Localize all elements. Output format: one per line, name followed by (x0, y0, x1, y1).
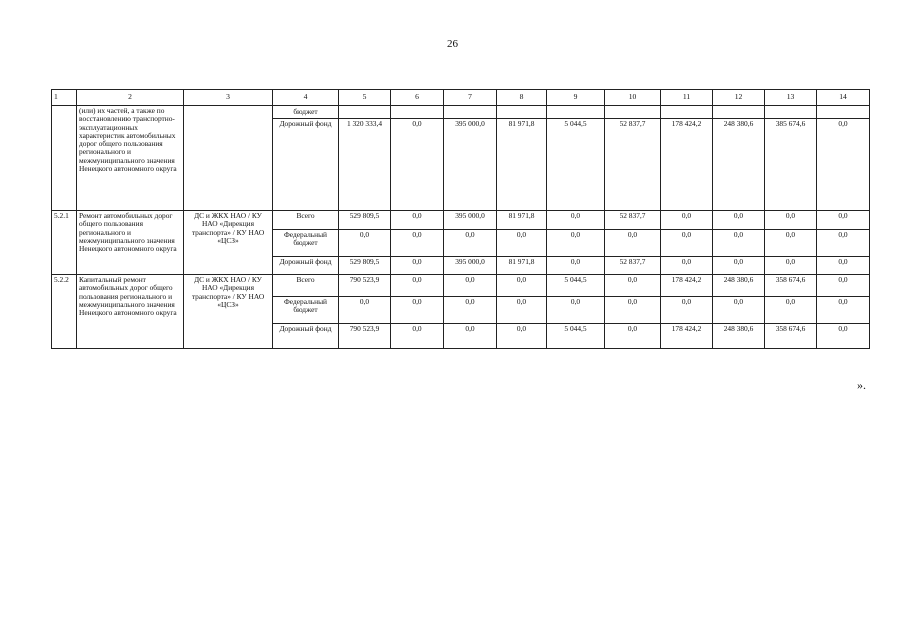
value-cell: 0,0 (497, 230, 547, 257)
value-cell: 0,0 (605, 297, 661, 324)
value-cell (817, 106, 870, 119)
value-cell (661, 106, 713, 119)
value-cell: 52 837,7 (605, 257, 661, 275)
value-cell: 0,0 (661, 211, 713, 230)
value-cell: 790 523,9 (339, 324, 391, 349)
value-cell: 5 044,5 (547, 275, 605, 297)
value-cell: 0,0 (817, 211, 870, 230)
column-header: 13 (765, 90, 817, 106)
value-cell: 0,0 (339, 297, 391, 324)
value-cell (547, 106, 605, 119)
value-cell: 0,0 (497, 275, 547, 297)
value-cell: 395 000,0 (444, 257, 497, 275)
value-cell: 178 424,2 (661, 119, 713, 211)
value-cell: 248 380,6 (713, 119, 765, 211)
value-cell (339, 106, 391, 119)
value-cell: 0,0 (547, 297, 605, 324)
value-cell: 0,0 (444, 230, 497, 257)
value-cell: 0,0 (765, 230, 817, 257)
column-header: 11 (661, 90, 713, 106)
budget-table (51, 89, 870, 349)
value-cell: 0,0 (391, 275, 444, 297)
funding-source: бюджет (273, 106, 339, 119)
value-cell: 0,0 (817, 257, 870, 275)
closing-quote-mark: ». (857, 378, 866, 392)
value-cell: 358 674,6 (765, 275, 817, 297)
value-cell: 248 380,6 (713, 324, 765, 349)
value-cell: 0,0 (605, 230, 661, 257)
value-cell: 81 971,8 (497, 211, 547, 230)
value-cell: 81 971,8 (497, 257, 547, 275)
table-row (52, 275, 870, 297)
value-cell: 52 837,7 (605, 119, 661, 211)
column-header: 3 (184, 90, 273, 106)
column-header: 1 (52, 90, 77, 106)
value-cell (497, 106, 547, 119)
funding-source: Федеральный бюджет (273, 297, 339, 324)
value-cell: 178 424,2 (661, 324, 713, 349)
value-cell: 0,0 (391, 297, 444, 324)
value-cell: 0,0 (391, 119, 444, 211)
funding-source: Всего (273, 211, 339, 230)
value-cell: 81 971,8 (497, 119, 547, 211)
value-cell (391, 106, 444, 119)
row-name: Ремонт автомобильных дорог общего пользования регионального и межмуниципального значения Ненецкого автономного округа (77, 211, 184, 275)
row-executor (184, 106, 273, 211)
table-row (52, 211, 870, 230)
column-header: 10 (605, 90, 661, 106)
value-cell: 52 837,7 (605, 211, 661, 230)
value-cell: 0,0 (391, 324, 444, 349)
row-name: (или) их частей, а также по восстановлению транспортно-эксплуатационных характеристик автомобильных дорог общего пользования регионального и межмуниципального значения Ненецкого автономного округа (77, 106, 184, 211)
value-cell: 0,0 (661, 257, 713, 275)
column-header: 5 (339, 90, 391, 106)
value-cell: 790 523,9 (339, 275, 391, 297)
row-code: 5.2.1 (52, 211, 77, 275)
value-cell: 0,0 (547, 230, 605, 257)
value-cell: 395 000,0 (444, 119, 497, 211)
column-header: 6 (391, 90, 444, 106)
value-cell: 0,0 (339, 230, 391, 257)
row-executor: ДС и ЖКХ НАО / КУ НАО «Дирекция транспорта» / КУ НАО «ЦСЗ» (184, 275, 273, 349)
value-cell: 0,0 (817, 275, 870, 297)
row-name: Капитальный ремонт автомобильных дорог общего пользования регионального и межмуниципального значения Ненецкого автономного округа (77, 275, 184, 349)
value-cell: 0,0 (444, 324, 497, 349)
value-cell: 385 674,6 (765, 119, 817, 211)
value-cell: 529 809,5 (339, 257, 391, 275)
value-cell: 0,0 (817, 230, 870, 257)
value-cell: 0,0 (391, 230, 444, 257)
value-cell (765, 106, 817, 119)
value-cell: 0,0 (817, 324, 870, 349)
value-cell: 5 044,5 (547, 324, 605, 349)
value-cell: 0,0 (817, 119, 870, 211)
value-cell: 0,0 (391, 211, 444, 230)
value-cell: 0,0 (391, 257, 444, 275)
row-code: 5.2.2 (52, 275, 77, 349)
value-cell: 248 380,6 (713, 275, 765, 297)
value-cell: 178 424,2 (661, 275, 713, 297)
value-cell: 0,0 (605, 275, 661, 297)
value-cell: 0,0 (713, 230, 765, 257)
row-code (52, 106, 77, 211)
value-cell: 0,0 (444, 275, 497, 297)
value-cell: 0,0 (547, 211, 605, 230)
value-cell (713, 106, 765, 119)
funding-source: Дорожный фонд (273, 257, 339, 275)
value-cell: 0,0 (713, 257, 765, 275)
value-cell: 0,0 (497, 324, 547, 349)
column-header: 12 (713, 90, 765, 106)
funding-source: Дорожный фонд (273, 119, 339, 211)
value-cell: 0,0 (605, 324, 661, 349)
value-cell: 0,0 (661, 297, 713, 324)
value-cell: 0,0 (547, 257, 605, 275)
row-executor: ДС и ЖКХ НАО / КУ НАО «Дирекция транспорта» / КУ НАО «ЦСЗ» (184, 211, 273, 275)
column-header: 7 (444, 90, 497, 106)
column-header: 14 (817, 90, 870, 106)
funding-source: Всего (273, 275, 339, 297)
value-cell: 395 000,0 (444, 211, 497, 230)
value-cell: 0,0 (817, 297, 870, 324)
header-row (52, 90, 870, 106)
value-cell: 5 044,5 (547, 119, 605, 211)
funding-source: Дорожный фонд (273, 324, 339, 349)
value-cell (605, 106, 661, 119)
column-header: 2 (77, 90, 184, 106)
value-cell (444, 106, 497, 119)
value-cell: 0,0 (497, 297, 547, 324)
value-cell: 0,0 (713, 211, 765, 230)
table-row (52, 106, 870, 119)
value-cell: 529 809,5 (339, 211, 391, 230)
value-cell: 0,0 (661, 230, 713, 257)
value-cell: 358 674,6 (765, 324, 817, 349)
page-number: 26 (447, 38, 458, 50)
column-header: 4 (273, 90, 339, 106)
value-cell: 0,0 (713, 297, 765, 324)
value-cell: 0,0 (765, 257, 817, 275)
funding-source: Федеральный бюджет (273, 230, 339, 257)
value-cell: 0,0 (765, 211, 817, 230)
value-cell: 1 320 333,4 (339, 119, 391, 211)
value-cell: 0,0 (765, 297, 817, 324)
column-header: 8 (497, 90, 547, 106)
value-cell: 0,0 (444, 297, 497, 324)
column-header: 9 (547, 90, 605, 106)
